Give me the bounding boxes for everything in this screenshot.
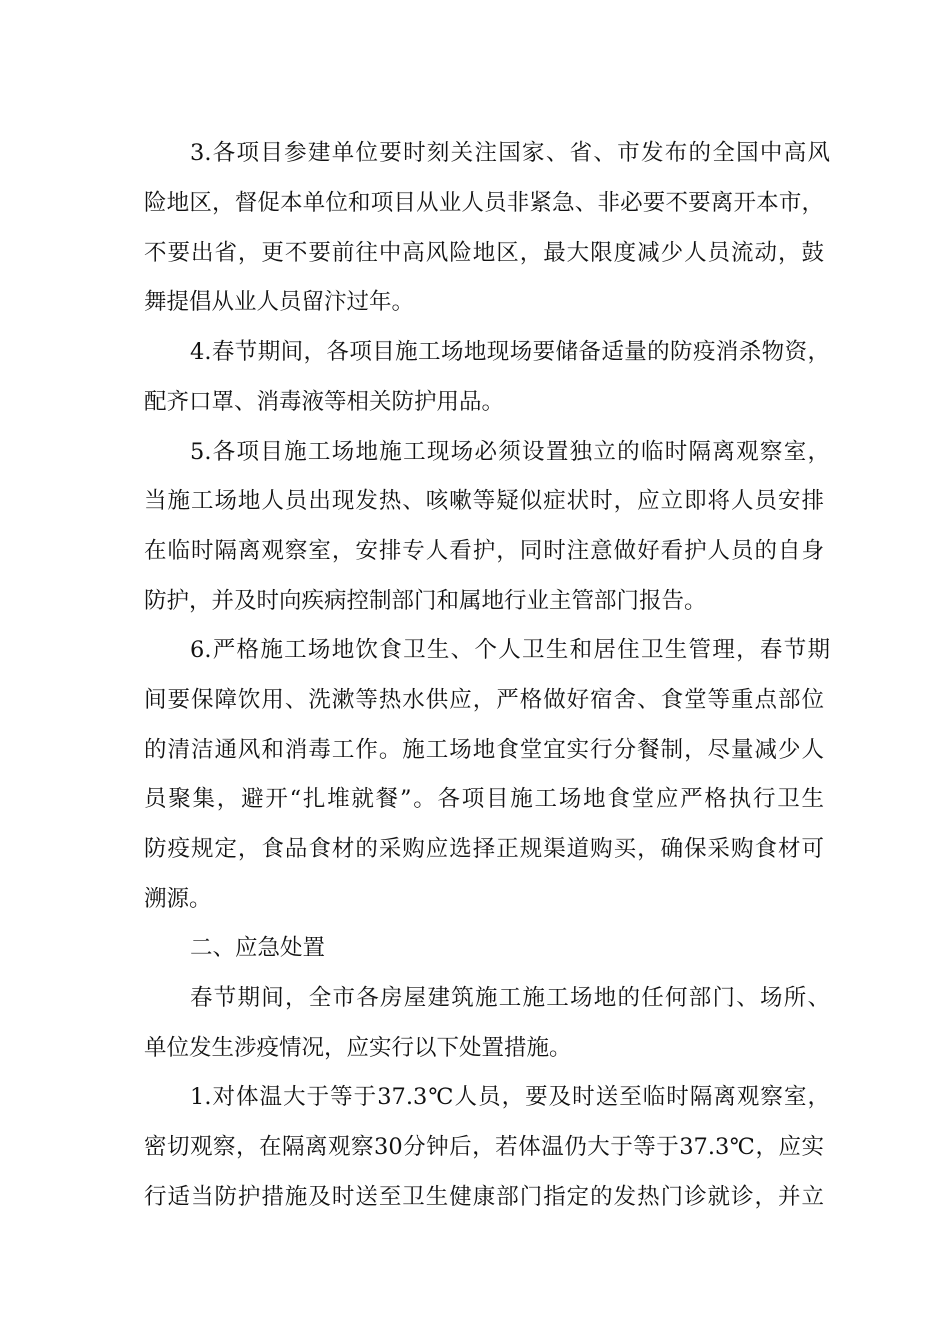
paragraph-line: 的清洁通风和消毒工作。施工场地食堂宜实行分餐制，尽量减少人	[144, 737, 824, 763]
paragraph-line: 不要出省，更不要前往中高风险地区，最大限度减少人员流动，鼓	[144, 240, 824, 266]
paragraph-line: 溯源。	[144, 886, 212, 912]
paragraph-line: 1.对体温大于等于37.3℃人员，要及时送至临时隔离观察室，	[190, 1084, 830, 1110]
paragraph-line: 3.各项目参建单位要时刻关注国家、省、市发布的全国中高风	[190, 140, 830, 166]
paragraph-line: 行适当防护措施及时送至卫生健康部门指定的发热门诊就诊，并立	[144, 1184, 824, 1210]
paragraph-line: 5.各项目施工场地施工现场必须设置独立的临时隔离观察室，	[190, 439, 830, 465]
paragraph-line: 春节期间，全市各房屋建筑施工施工场地的任何部门、场所、	[190, 985, 830, 1011]
paragraph-line: 员聚集，避开“扎堆就餐”。各项目施工场地食堂应严格执行卫生	[144, 786, 824, 812]
paragraph-line: 防护，并及时向疾病控制部门和属地行业主管部门报告。	[144, 588, 707, 614]
paragraph-line: 6.严格施工场地饮食卫生、个人卫生和居住卫生管理，春节期	[190, 637, 830, 663]
paragraph-line: 间要保障饮用、洗漱等热水供应，严格做好宿舍、食堂等重点部位	[144, 687, 824, 713]
paragraph-line: 舞提倡从业人员留汴过年。	[144, 289, 415, 315]
paragraph-line: 险地区，督促本单位和项目从业人员非紧急、非必要不要离开本市，	[144, 190, 824, 216]
paragraph-line: 密切观察，在隔离观察30分钟后，若体温仍大于等于37.3℃，应实	[144, 1134, 824, 1160]
paragraph-line: 防疫规定，食品食材的采购应选择正规渠道购买，确保采购食材可	[144, 836, 824, 862]
paragraph-line: 4.春节期间，各项目施工场地现场要储备适量的防疫消杀物资，	[190, 339, 830, 365]
paragraph-line: 当施工场地人员出现发热、咳嗽等疑似症状时，应立即将人员安排	[144, 488, 824, 514]
paragraph-line: 在临时隔离观察室，安排专人看护，同时注意做好看护人员的自身	[144, 538, 824, 564]
section-heading: 二、应急处置	[190, 935, 326, 961]
paragraph-line: 配齐口罩、消毒液等相关防护用品。	[144, 389, 505, 415]
paragraph-line: 单位发生涉疫情况，应实行以下处置措施。	[144, 1035, 572, 1061]
